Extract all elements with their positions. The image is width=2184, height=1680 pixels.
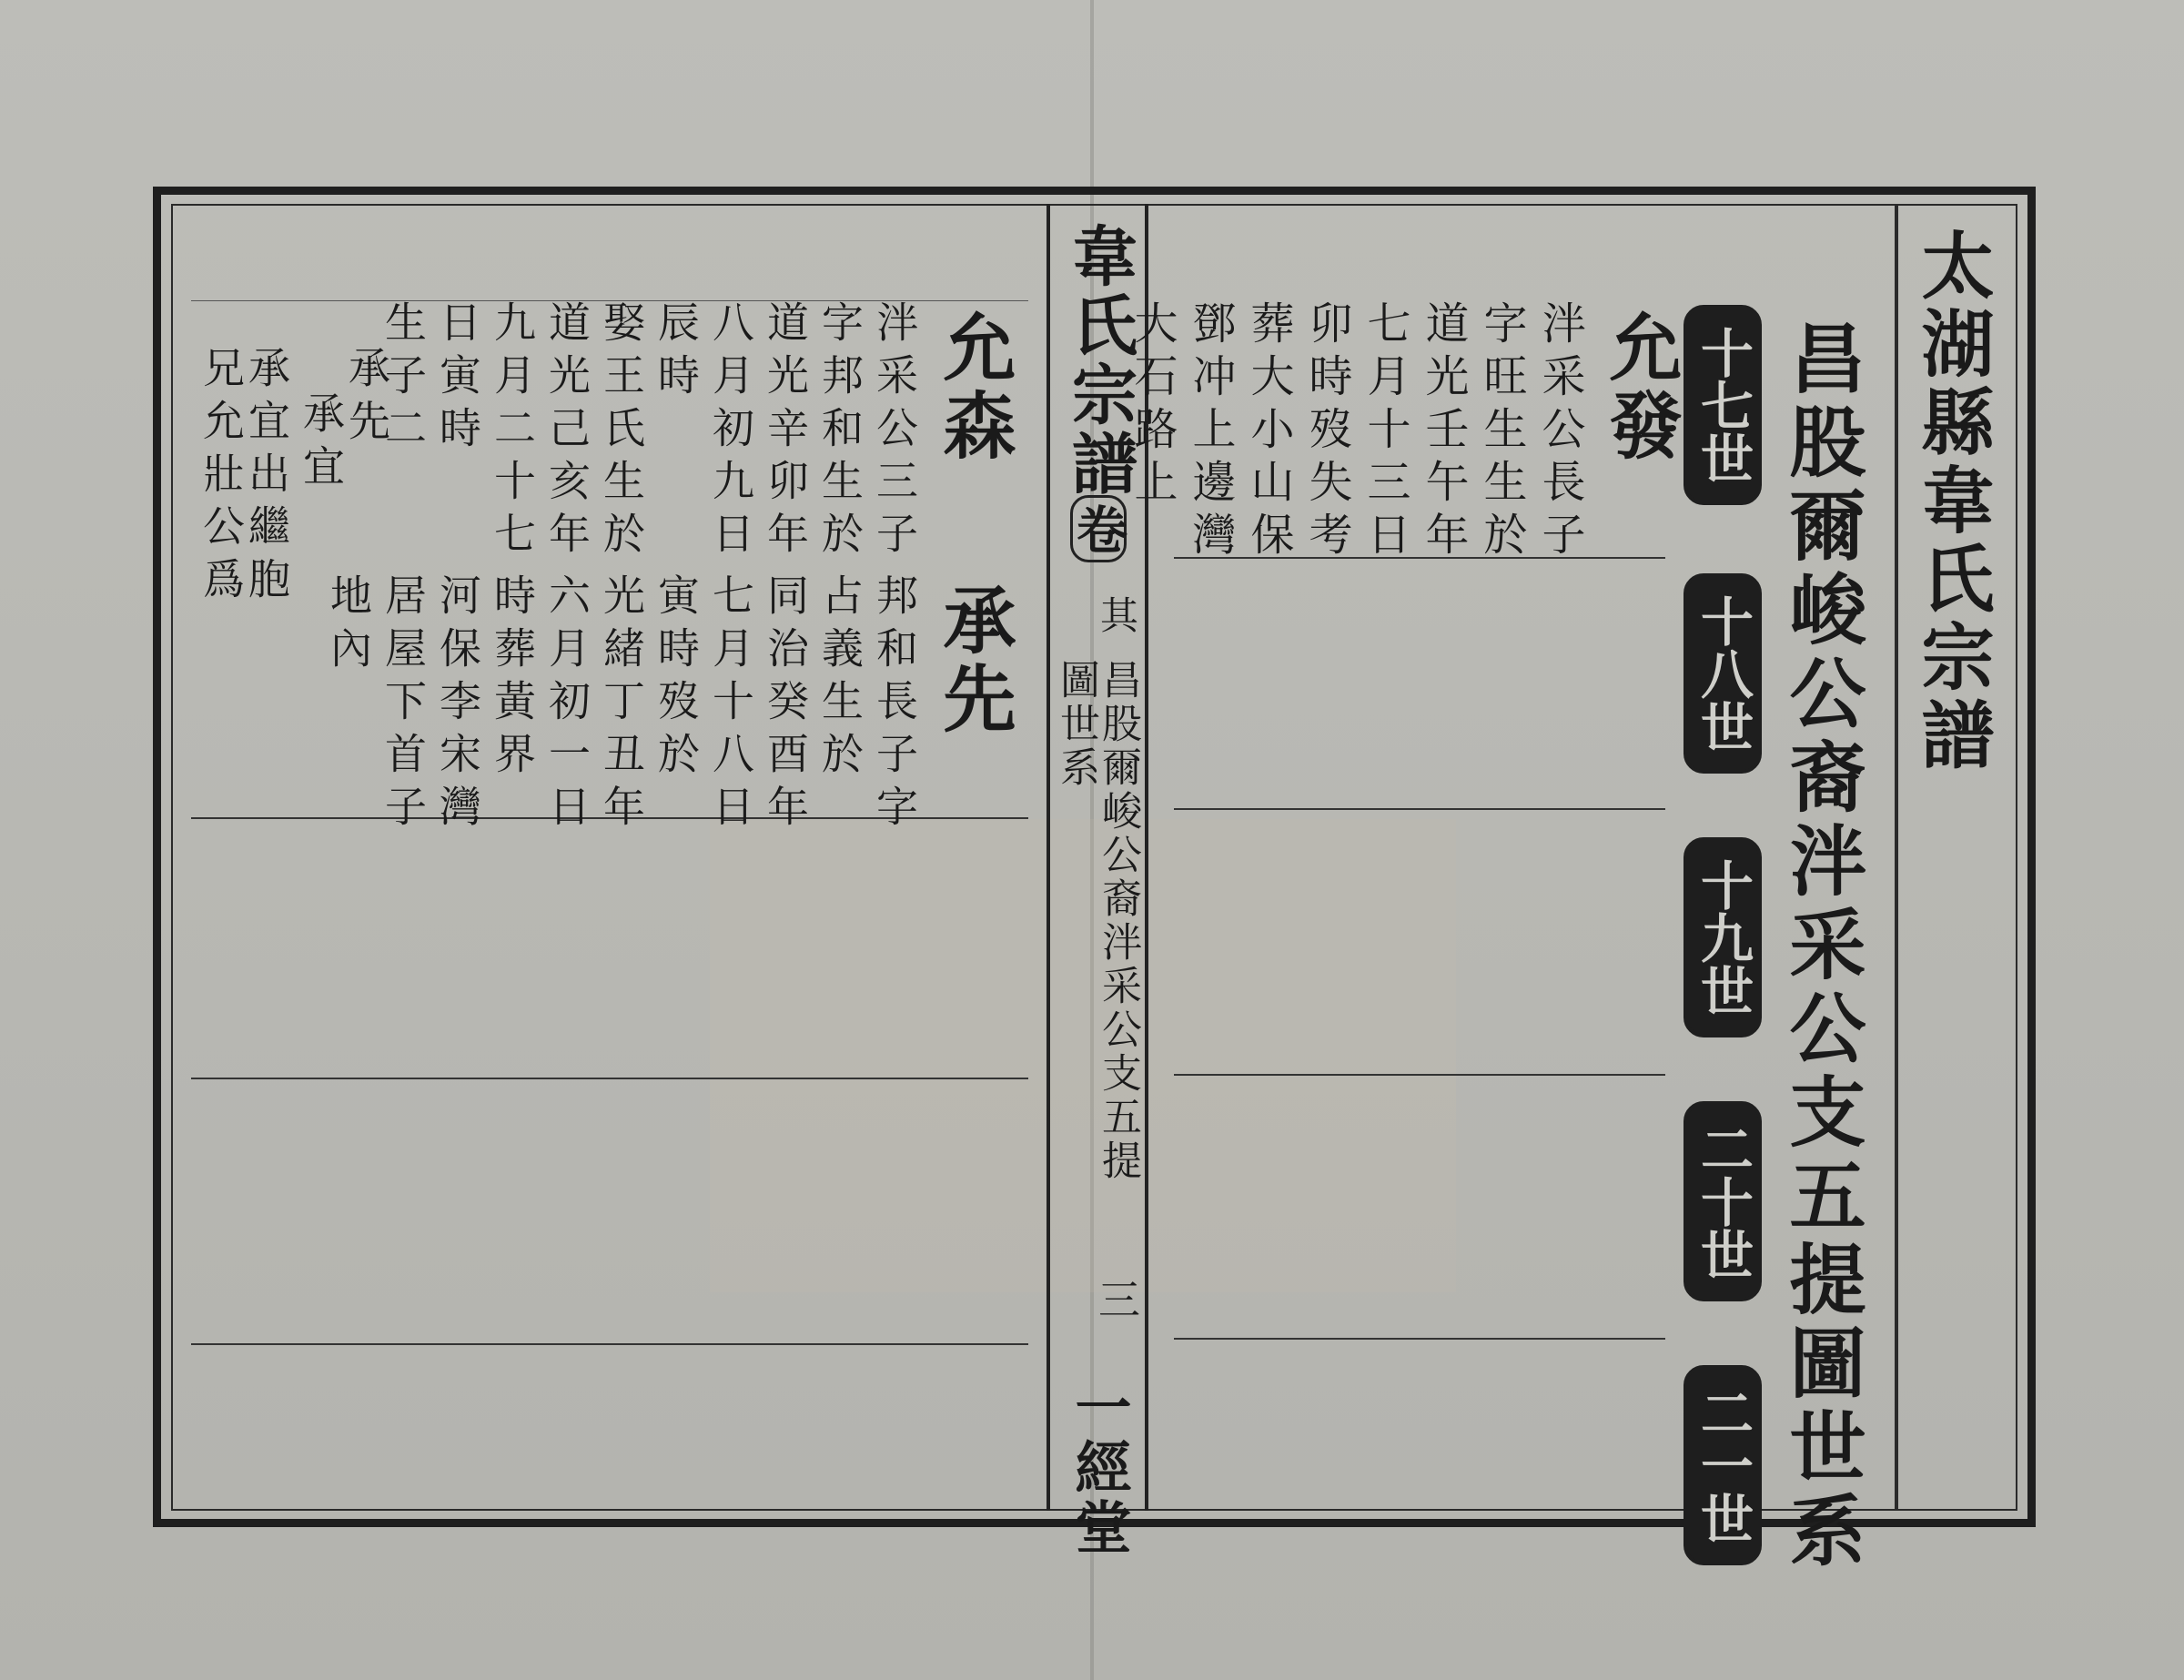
generation-badge-21: 二一世: [1684, 1365, 1762, 1565]
entry-line: 同治癸酉年: [761, 573, 810, 837]
entry-line: 鄧冲上邊灣: [1185, 300, 1236, 564]
entry-line: 八月初九日: [706, 300, 755, 564]
entry-line: 字旺生生於: [1476, 300, 1527, 564]
adopt-line: 承宜: [297, 391, 346, 497]
entry-line: 時葬黃界: [488, 573, 537, 784]
generation-badge-19: 十九世: [1684, 837, 1762, 1037]
row-rule: [1174, 1074, 1665, 1076]
entry-line: 字邦和生於: [815, 300, 864, 564]
hall-name: 一經堂: [1066, 1378, 1132, 1558]
entry-line: 河保李宋灣: [433, 573, 482, 837]
row-rule: [1174, 808, 1665, 810]
entry-line: 六月初一日: [542, 573, 592, 837]
entry-line: 居屋下首子: [379, 573, 428, 837]
entry-line: 道光辛卯年: [761, 300, 810, 564]
entry-line: 娶王氏生於: [597, 300, 646, 564]
entry-line: 辰時: [652, 300, 701, 406]
entry-line: 光緒丁丑年: [597, 573, 646, 837]
entry-line: 七月十三日: [1360, 300, 1410, 564]
center-title: 韋氏宗譜: [1061, 222, 1138, 499]
entry-line: 日寅時: [433, 300, 482, 459]
generation-badge-18: 十八世: [1684, 573, 1762, 774]
entry-line: 道光己亥年: [542, 300, 592, 564]
person-name-chengxian: 承先: [931, 582, 1016, 739]
person-name-yunfa: 允發: [1597, 309, 1683, 466]
entry-line: 七月十八日: [706, 573, 755, 837]
entry-line: 占義生於: [815, 573, 864, 784]
center-juan: 卷: [1070, 495, 1127, 562]
generation-badge-20: 二十世: [1684, 1101, 1762, 1301]
entry-line: 泮采公長子: [1534, 300, 1585, 564]
adopt-line: 兄允壯公爲: [197, 346, 246, 610]
entry-line: 生子二: [379, 300, 428, 459]
section-heading: 昌股爾峻公裔泮采公支五提圖世系: [1777, 319, 1867, 1574]
title-rule: [1895, 204, 1898, 1511]
row-rule: [191, 1343, 1028, 1345]
entry-line: 道光壬午年: [1418, 300, 1469, 564]
entry-line: 九月二十七: [488, 300, 537, 564]
row-rule: [1174, 1338, 1665, 1340]
center-rule-left: [1046, 204, 1050, 1511]
adopt-line: 承宜出繼胞: [242, 346, 291, 610]
entry-line: 卯時歿失考: [1301, 300, 1352, 564]
entry-line: 邦和長子字: [870, 573, 919, 837]
son-note: 地內: [324, 573, 373, 679]
person-name-yunsen: 允森: [931, 309, 1016, 466]
center-qi: 其: [1095, 595, 1139, 633]
center-subtitle-2: 圖世系: [1053, 659, 1099, 790]
page-number: 三: [1092, 1278, 1141, 1320]
entry-line: 泮采公三子: [870, 300, 919, 564]
entry-line: 寅時歿於: [652, 573, 701, 784]
generation-badge-17: 十七世: [1684, 305, 1762, 505]
entry-line: 葬大小山保: [1243, 300, 1294, 564]
row-rule: [191, 1078, 1028, 1079]
entry-line: 大石路上: [1127, 300, 1178, 511]
book-title: 太湖縣韋氏宗譜: [1909, 228, 1995, 775]
son-name: 承先: [342, 346, 391, 451]
center-subtitle-1: 昌股爾峻公裔泮采公支五提: [1095, 659, 1141, 1183]
